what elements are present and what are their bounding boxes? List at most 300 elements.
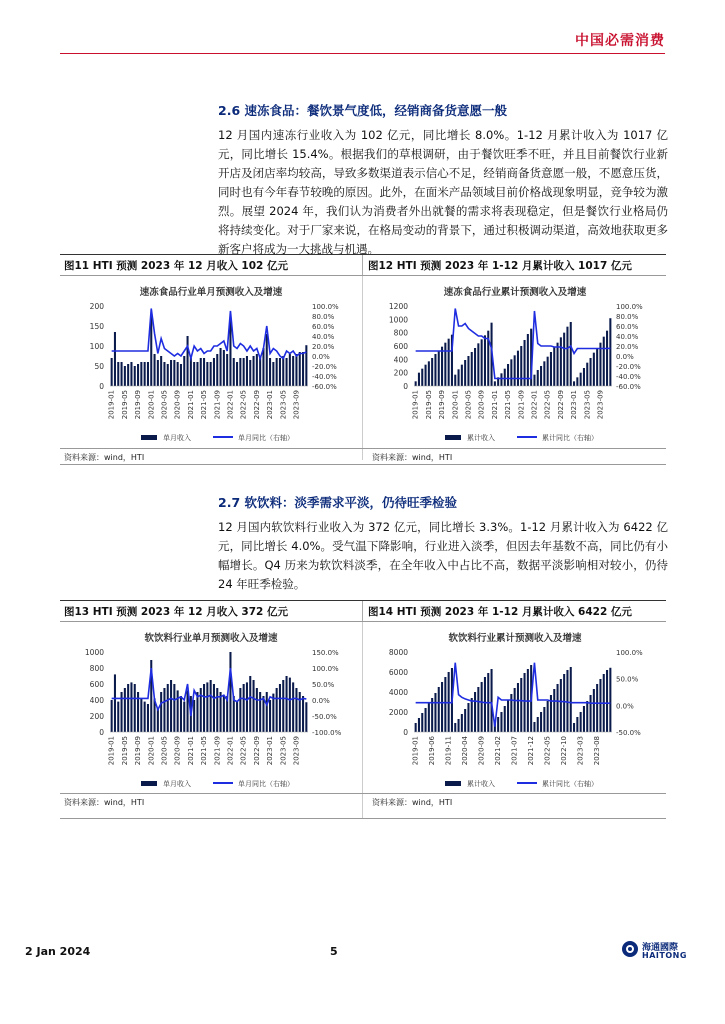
bar [553, 347, 555, 386]
y-right-tick-label: 100.0% [616, 303, 643, 311]
bar [213, 358, 215, 386]
bar [573, 381, 575, 386]
bar [249, 676, 251, 732]
legend-label: 单月同比（右轴） [238, 434, 294, 442]
y-left-tick-label: 400 [393, 355, 408, 365]
y-left-tick-label: 8000 [388, 648, 408, 657]
section-text-frozen-food: 12 月国内速冻行业收入为 102 亿元，同比增长 8.0%。1-12 月累计收入为 1017 亿元，同比增长 15.4%。根据我们的草根调研，由于餐饮旺季不旺，并且目前餐饮行业新开店及闭店率均较高，导致多数渠道表示信心不足，经销商备货意愿一般，不愿意压货，同时也有今年春节较晚的原因。此外，在面米产品领域目前价格战现象明显，竞争较为激烈。展望 2024 年，我们认为消费者外出就餐的需求将表现稳定，但是餐饮行业格局仍将持续变化。对于厂家来说，在格局变动的背景下，通过积极调动渠道，高效地获取更多新客户将成为一大挑战与机遇。 [218, 128, 668, 256]
bar [144, 362, 146, 386]
y-right-tick-label: 150.0% [312, 649, 339, 657]
x-tick-label: 2020-05 [464, 390, 473, 420]
bar [547, 357, 549, 386]
x-tick-label: 2023-09 [596, 390, 605, 420]
bar [547, 701, 549, 732]
bar [474, 692, 476, 732]
bar [510, 359, 512, 386]
bar [147, 362, 149, 386]
bar [586, 701, 588, 732]
bar [467, 703, 469, 732]
bar [282, 356, 284, 386]
x-tick-label: 2020-09 [173, 390, 182, 420]
bar [428, 361, 430, 386]
bar [583, 706, 585, 732]
y-right-tick-label: -40.0% [616, 373, 641, 381]
bar [111, 700, 113, 732]
haitong-logo-icon [622, 941, 638, 957]
bar [576, 717, 578, 732]
bar [236, 362, 238, 386]
x-tick-label: 2022-09 [252, 736, 261, 766]
bar [596, 684, 598, 732]
bar [570, 667, 572, 732]
x-tick-label: 2019-11 [444, 736, 453, 766]
bar [425, 708, 427, 732]
bar [239, 688, 241, 732]
bar [124, 366, 126, 386]
bar [130, 682, 132, 732]
x-tick-label: 2021-09 [213, 390, 222, 420]
bar [249, 360, 251, 386]
bar [497, 717, 499, 732]
x-tick-label: 2021-05 [200, 736, 209, 766]
bar [170, 360, 172, 386]
figure-title-band-2 [60, 600, 666, 622]
bar [537, 717, 539, 732]
legend-label: 单月收入 [163, 780, 191, 788]
x-tick-label: 2020-09 [477, 736, 486, 766]
y-left-tick-label: 6000 [388, 668, 408, 677]
y-right-tick-label: 100.0% [312, 665, 339, 673]
bar [606, 670, 608, 732]
x-tick-label: 2023-01 [266, 390, 275, 420]
bar [190, 358, 192, 386]
bar [295, 688, 297, 732]
y-right-tick-label: -50.0% [616, 729, 641, 737]
x-tick-label: 2023-09 [292, 736, 301, 766]
y-left-tick-label: 400 [89, 696, 104, 705]
figure-band-separator [362, 255, 363, 275]
bar [563, 333, 565, 386]
bar [302, 696, 304, 732]
bar [229, 652, 231, 732]
bar [253, 356, 255, 386]
bar [560, 337, 562, 386]
bar [550, 352, 552, 386]
y-left-tick-label: 200 [89, 302, 104, 311]
bar [421, 369, 423, 386]
bar [216, 354, 218, 386]
bar [177, 690, 179, 732]
y-right-tick-label: -40.0% [312, 373, 337, 381]
bar [187, 336, 189, 386]
bar [177, 362, 179, 386]
bar [206, 362, 208, 386]
bar [196, 362, 198, 386]
x-tick-label: 2019-01 [411, 390, 420, 420]
x-tick-label: 2023-05 [279, 390, 288, 420]
x-tick-label: 2021-02 [494, 736, 503, 766]
bar [276, 358, 278, 386]
y-right-tick-label: -60.0% [312, 383, 337, 391]
bar [292, 356, 294, 386]
bar [481, 682, 483, 732]
bar [580, 373, 582, 386]
figure-12-title: 图12 HTI 预测 2023 年 1-12 月累计收入 1017 亿元 [368, 260, 632, 272]
bar [596, 348, 598, 386]
x-tick-label: 2021-12 [527, 736, 536, 766]
legend-label: 单月同比（右轴） [238, 780, 294, 788]
bar [517, 683, 519, 732]
bar [256, 354, 258, 386]
bar [157, 360, 159, 386]
bar [609, 668, 611, 732]
x-tick-label: 2022-01 [226, 736, 235, 766]
bar [233, 358, 235, 386]
y-left-tick-label: 100 [89, 342, 104, 351]
bar [272, 362, 274, 386]
bar [246, 682, 248, 732]
legend-bar-swatch [141, 781, 157, 786]
bar [425, 365, 427, 386]
bar [593, 353, 595, 386]
x-tick-label: 2021-09 [213, 736, 222, 766]
bar [543, 361, 545, 386]
source-divider-3 [60, 793, 666, 794]
legend-bar-swatch [445, 781, 461, 786]
y-right-tick-label: 0.0% [616, 702, 634, 711]
bar [514, 355, 516, 386]
legend-bar-swatch [141, 435, 157, 440]
bar [494, 381, 496, 386]
bar [193, 362, 195, 386]
bar [124, 688, 126, 732]
bar [140, 362, 142, 386]
bar [533, 722, 535, 732]
bar [491, 669, 493, 732]
bar [434, 354, 436, 386]
bar [504, 369, 506, 386]
x-tick-label: 2019-05 [120, 390, 129, 420]
x-tick-label: 2020-01 [147, 736, 156, 766]
bar [461, 365, 463, 386]
bar [560, 679, 562, 732]
bar [415, 381, 417, 386]
bar [160, 692, 162, 732]
bar [428, 703, 430, 732]
bar [233, 696, 235, 732]
x-tick-label: 2022-05 [239, 390, 248, 420]
y-left-tick-label: 0 [403, 382, 408, 391]
header-divider [60, 53, 665, 54]
bar [477, 343, 479, 386]
bar [484, 677, 486, 732]
bar [299, 692, 301, 732]
bar [514, 688, 516, 732]
bar [279, 358, 281, 386]
y-left-tick-label: 50 [94, 362, 104, 371]
x-tick-label: 2021-05 [200, 390, 209, 420]
bar [302, 352, 304, 386]
bar [200, 358, 202, 386]
y-right-tick-label: -20.0% [312, 363, 337, 371]
bar [137, 364, 139, 386]
y-right-tick-label: -50.0% [312, 713, 337, 721]
y-left-tick-label: 1200 [388, 302, 408, 311]
chart-title: 软饮料行业单月预测收入及增速 [144, 633, 278, 644]
bar [438, 687, 440, 732]
bar [206, 682, 208, 732]
bar [114, 332, 116, 386]
bar [533, 375, 535, 386]
y-left-tick-label: 600 [393, 342, 408, 351]
bar [117, 702, 119, 732]
bar [121, 362, 123, 386]
bar [305, 345, 307, 386]
chart-title: 速冻食品行业单月预测收入及增速 [139, 287, 283, 298]
y-left-tick-label: 200 [393, 368, 408, 378]
bar [507, 364, 509, 386]
bar [540, 712, 542, 732]
x-tick-label: 2023-09 [292, 390, 301, 420]
source-divider [60, 448, 666, 449]
bar [464, 709, 466, 732]
column-separator-2 [362, 622, 363, 818]
figure-12-source: 资料来源：wind，HTI [372, 453, 453, 462]
bar [266, 692, 268, 732]
bar [173, 684, 175, 732]
bar [570, 322, 572, 386]
section-title-frozen-food: 2.6 速冻食品：餐饮景气度低，经销商备货意愿一般 [218, 103, 507, 118]
bar [590, 358, 592, 386]
y-right-tick-label: 40.0% [312, 333, 335, 341]
bar [279, 684, 281, 732]
y-left-tick-label: 0 [403, 728, 408, 737]
bar [606, 331, 608, 386]
bar [147, 704, 149, 732]
bar [130, 362, 132, 386]
bar [180, 696, 182, 732]
bar [272, 694, 274, 732]
y-right-tick-label: 20.0% [312, 343, 335, 351]
bar [434, 693, 436, 732]
y-right-tick-label: 80.0% [616, 313, 639, 321]
bar [299, 352, 301, 386]
bar [269, 700, 271, 732]
bar [173, 360, 175, 386]
bar [220, 348, 222, 386]
x-tick-label: 2020-05 [160, 736, 169, 766]
bar [580, 712, 582, 732]
x-tick-label: 2022-01 [530, 390, 539, 420]
bar [458, 719, 460, 732]
haitong-logo [622, 940, 702, 962]
y-left-tick-label: 200 [89, 712, 104, 721]
y-right-tick-label: -60.0% [616, 383, 641, 391]
bar [226, 354, 228, 386]
x-tick-label: 2020-09 [173, 736, 182, 766]
figure-title-band [60, 254, 666, 276]
bar [418, 373, 420, 386]
bar [203, 358, 205, 386]
logo-cn-text: 海通國際 [642, 943, 679, 953]
bar [243, 358, 245, 386]
x-tick-label: 2020-09 [477, 390, 486, 420]
bar [573, 723, 575, 732]
bar [183, 702, 185, 732]
bar [484, 335, 486, 386]
bar [134, 366, 136, 386]
x-tick-label: 2022-09 [556, 390, 565, 420]
bar [117, 362, 119, 386]
y-left-tick-label: 150 [89, 322, 104, 331]
bar [154, 354, 156, 386]
bar [239, 358, 241, 386]
x-tick-label: 2023-05 [279, 736, 288, 766]
yoy-line [112, 309, 307, 359]
bar [464, 360, 466, 386]
bar [507, 700, 509, 732]
y-right-tick-label: 50.0% [312, 681, 335, 689]
x-tick-label: 2019-09 [134, 736, 143, 766]
x-tick-label: 2023-03 [576, 736, 585, 766]
bar [421, 713, 423, 732]
bar [566, 327, 568, 386]
bar [467, 356, 469, 386]
bar [292, 682, 294, 732]
bar [295, 354, 297, 386]
bar [262, 348, 264, 386]
bar [163, 688, 165, 732]
bar [590, 695, 592, 732]
chart-frozen-monthly [62, 276, 360, 448]
x-tick-label: 2021-01 [186, 390, 195, 420]
chart-frozen-cumulative [366, 276, 664, 448]
y-left-tick-label: 800 [89, 664, 104, 673]
bar [305, 702, 307, 732]
bar [438, 351, 440, 386]
bar [448, 339, 450, 386]
bar [160, 356, 162, 386]
bar [203, 684, 205, 732]
bar [223, 350, 225, 386]
figure-11-title: 图11 HTI 预测 2023 年 12 月收入 102 亿元 [64, 260, 288, 272]
bar [236, 702, 238, 732]
bar [441, 347, 443, 386]
bar [609, 318, 611, 386]
y-right-tick-label: 40.0% [616, 333, 639, 341]
y-right-tick-label: 100.0% [616, 649, 643, 657]
bar [543, 707, 545, 732]
y-left-tick-label: 800 [393, 328, 408, 338]
brand-title: 中国必需消费 [575, 33, 665, 49]
x-tick-label: 2019-01 [411, 736, 420, 766]
bar [253, 680, 255, 732]
y-left-tick-label: 600 [89, 680, 104, 689]
bar [599, 679, 601, 732]
bar [163, 362, 165, 386]
bar [474, 348, 476, 386]
bar [504, 706, 506, 732]
y-right-tick-label: 0.0% [312, 697, 330, 705]
bar [444, 677, 446, 732]
bar [444, 343, 446, 386]
x-tick-label: 2023-05 [583, 390, 592, 420]
section-title-soft-drinks: 2.7 软饮料：淡季需求平淡，仍待旺季检验 [218, 495, 457, 510]
bar [566, 670, 568, 732]
x-tick-label: 2020-01 [451, 390, 460, 420]
bar [134, 684, 136, 732]
bar [196, 692, 198, 732]
legend-label: 累计同比（右轴） [542, 434, 598, 442]
y-left-tick-label: 4000 [388, 688, 408, 697]
bar [210, 362, 212, 386]
bar [481, 339, 483, 386]
bar [471, 352, 473, 386]
x-tick-label: 2021-07 [510, 736, 519, 766]
bar [517, 351, 519, 386]
legend-label: 单月收入 [163, 434, 191, 442]
y-right-tick-label: 0.0% [616, 353, 634, 361]
bar [266, 334, 268, 386]
chart-title: 软饮料行业累计预测收入及增速 [448, 633, 582, 644]
bar [157, 708, 159, 732]
legend-label: 累计同比（右轴） [542, 780, 598, 788]
bar [461, 714, 463, 732]
x-tick-label: 2021-01 [186, 736, 195, 766]
bar [289, 354, 291, 386]
chart-softdrink-monthly [62, 622, 360, 794]
figure-13-title: 图13 HTI 预测 2023 年 12 月收入 372 亿元 [64, 606, 288, 618]
bar [114, 674, 116, 732]
x-tick-label: 2020-01 [147, 390, 156, 420]
bar [286, 358, 288, 386]
x-tick-label: 2023-01 [570, 390, 579, 420]
x-tick-label: 2022-10 [560, 736, 569, 766]
figure-13-source: 资料来源：wind，HTI [64, 798, 145, 807]
bar [563, 674, 565, 732]
bar [471, 698, 473, 732]
x-tick-label: 2022-01 [226, 390, 235, 420]
bar [276, 688, 278, 732]
bar [180, 364, 182, 386]
x-tick-label: 2021-09 [517, 390, 526, 420]
bar [454, 375, 456, 386]
bar [576, 377, 578, 386]
y-right-tick-label: -100.0% [312, 729, 342, 737]
bar [500, 712, 502, 732]
x-tick-label: 2022-05 [543, 736, 552, 766]
source-divider-4 [60, 818, 666, 819]
x-tick-label: 2021-01 [490, 390, 499, 420]
bar [193, 700, 195, 732]
bar [603, 337, 605, 386]
bar [210, 680, 212, 732]
bar [167, 364, 169, 386]
bar [553, 689, 555, 732]
bar [167, 684, 169, 732]
bar [223, 696, 225, 732]
bar [557, 684, 559, 732]
y-right-tick-label: 80.0% [312, 313, 335, 321]
y-left-tick-label: 1000 [388, 315, 408, 325]
figure-11-source: 资料来源：wind，HTI [64, 453, 145, 462]
chart-softdrink-cumulative [366, 622, 664, 794]
bar [477, 687, 479, 732]
bar [183, 356, 185, 386]
y-right-tick-label: 60.0% [616, 323, 639, 331]
figure-band-separator-2 [362, 601, 363, 621]
x-tick-label: 2019-01 [107, 390, 116, 420]
